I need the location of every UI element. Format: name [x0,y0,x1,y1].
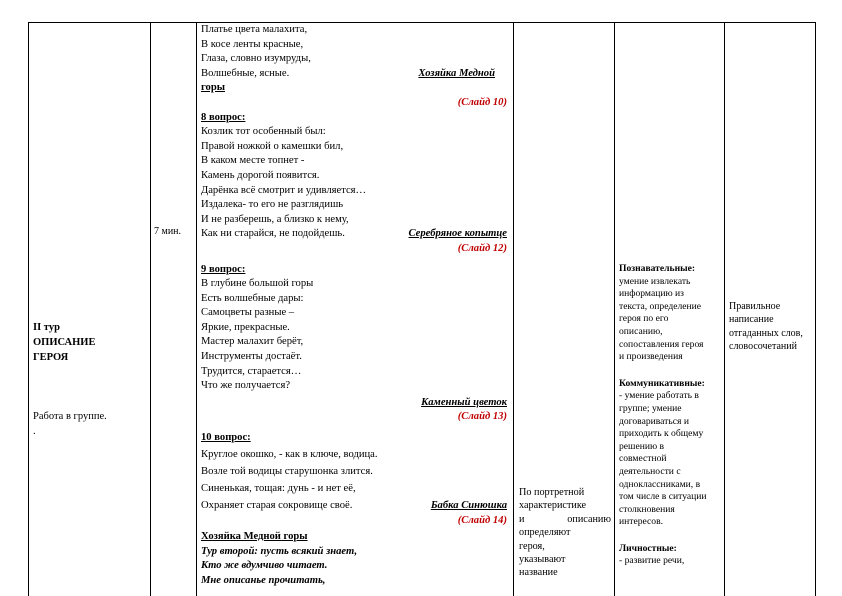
activity-line: характеристике [519,500,587,512]
activity-line: название [519,567,558,579]
skills-heading: Личностные: [619,542,677,554]
skills-line: текста, определение [619,300,702,312]
verse-line: Яркие, прекрасные. [201,321,290,333]
verse-answer-row [201,497,507,514]
time-cell: 7 мин. [154,226,182,237]
verse-line: Дарёнка всё смотрит и удивляется… [201,184,367,196]
result-line: отгаданных слов, [729,327,803,339]
skills-line: - умение работать в [619,390,699,402]
content-cell [201,23,507,589]
activity-text: По портретной [519,487,585,498]
skills-line: деятельности с [619,465,681,477]
verse-line: Глаза, словно изумруды, [201,53,311,65]
verse-answer-row [201,67,507,82]
activity-line: указывают [519,554,566,566]
stage-title-line: II тур [33,322,60,333]
stage-title-line: ОПИСАНИЕ [33,337,96,348]
skills-heading: Коммуникативные: [619,377,705,389]
skills-line: решению в [619,440,665,452]
skills-line: столкновения [619,503,675,515]
question-title: 10 вопрос: [201,432,251,444]
skills-line: совместной [619,453,667,465]
result-line: Правильное [729,301,781,312]
stage-title-line: ГЕРОЯ [33,352,69,363]
answer-label: Серебряное копытце [408,228,507,240]
verse-line: Камень дорогой появится. [201,169,320,181]
verse-line: В косе ленты красные, [201,38,304,50]
activity-line [519,486,611,499]
verse-line: Инструменты достаёт. [201,351,302,363]
skills-line: и произведения [619,351,683,363]
column-divider [196,23,197,596]
verse-line: И не разберешь, а близко к нему, [201,213,349,225]
skills-line: приходить к общему [619,428,704,440]
verse-line: Что же получается? [201,380,291,392]
skills-line: одноклассниками, в [619,478,701,490]
activity-line: героя, [519,540,545,552]
stage-cell [33,320,151,439]
skills-line: интересов. [619,516,663,528]
verse-answer-row [201,227,507,242]
skills-line: умение извлекать [619,275,691,287]
activity-line: определяют [519,527,571,539]
answer-label-continued: горы [201,82,226,94]
verse-line: Есть волшебные дары: [201,292,304,304]
verse-line: Охраняет старая сокровище своё. [201,499,353,511]
question-title: 8 вопрос: [201,111,246,123]
result-cell [729,300,817,354]
verse-line: Тур второй: пусть всякий знает, [201,545,358,557]
work-form: Работа в группе. [33,411,107,422]
verse-line: Кто же вдумчиво читает. [201,560,328,572]
column-divider [513,23,514,596]
skills-line: сопоставления героя [619,338,704,350]
skills-heading: Познавательные: [619,263,696,274]
skills-line: - развитие речи, [619,555,685,567]
verse-line: Издалека- то его не разглядишь [201,199,344,211]
result-line: словосочетаний [729,341,797,353]
skills-line: группе; умение [619,402,682,414]
verse-line: Мне описанье прочитать, [201,575,326,586]
verse-line: Трудится, старается… [201,365,302,377]
column-divider [150,23,151,596]
skills-line: описанию, [619,325,663,337]
question-title: 9 вопрос: [201,263,246,275]
skills-line: том числе в ситуации [619,491,707,503]
verse-line: В глубине большой горы [201,278,314,290]
verse-line: Козлик тот особенный был: [201,126,326,138]
verse-line: Возле той водицы старушонка злится. [201,465,373,477]
answer-label: Каменный цветок [421,396,507,408]
slide-label: (Слайд 10) [457,96,507,108]
slide-label: (Слайд 14) [457,514,507,526]
stage-dot: . [33,426,36,437]
verse-line: Мастер малахит берёт, [201,336,304,348]
activity-line: и описанию [519,513,611,525]
verse-line: Синенькая, тощая: дунь - и нет её, [201,482,356,494]
skills-line: информацию из [619,288,684,300]
column-divider [614,23,615,596]
activity-cell [519,486,611,580]
skills-cell [619,263,725,568]
skills-line: договариваться и [619,415,689,427]
answer-label: Бабка Синюшка [430,499,507,511]
skills-line: героя по его [619,313,669,325]
slide-label: (Слайд 12) [457,242,507,254]
verse-line: Круглое окошко, - как в ключе, водица. [201,448,378,460]
verse-line: Платье цвета малахита, [201,24,308,35]
verse-line: Правой ножкой о камешки бил, [201,140,344,152]
lesson-table [28,22,816,596]
verse-line: Самоцветы разные – [201,307,295,319]
slide-label: (Слайд 13) [457,411,507,423]
verse-line: Как ни старайся, не подойдешь. [201,228,345,240]
result-line: написание [729,314,774,326]
verse-line: Волшебные, ясные. [201,67,290,79]
verse-line: В каком месте топнет - [201,155,305,167]
answer-label: Хозяйка Медной [418,67,495,79]
outro-title: Хозяйка Медной горы [201,531,308,543]
